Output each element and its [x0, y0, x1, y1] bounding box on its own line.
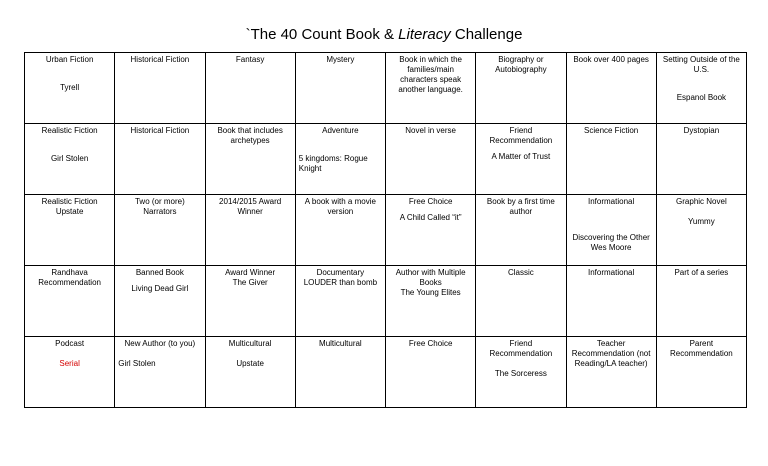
cell-historical-fiction-2 [115, 124, 205, 195]
cell-category: Realistic Fiction Upstate [41, 197, 98, 216]
cell-informational-2 [566, 266, 656, 337]
cell-category: Science Fiction [584, 126, 639, 135]
cell-category: Book in which the families/main characters speak another language. [398, 55, 463, 94]
cell-science-fiction [566, 124, 656, 195]
grid-row-5 [25, 337, 747, 408]
cell-setting-outside-us [656, 53, 746, 124]
grid-row-3 [25, 195, 747, 266]
cell-book-entry: Yummy [688, 217, 715, 226]
cell-book-entry: 5 kingdoms: Rogue Knight [298, 154, 368, 173]
cell-book-entry: A Child Called “it” [399, 213, 462, 222]
cell-book-entry: Girl Stolen [50, 154, 89, 163]
cell-podcast [25, 337, 115, 408]
cell-documentary [295, 266, 385, 337]
cell-friend-recommendation-2 [476, 337, 566, 408]
grid-row-2 [25, 124, 747, 195]
cell-category: Podcast [55, 339, 85, 348]
cell-multicultural-2 [295, 337, 385, 408]
title-prefix: `The 40 Count Book & [245, 26, 399, 43]
cell-category: Book that includes archetypes [217, 126, 283, 145]
cell-category: Realistic Fiction [41, 126, 98, 135]
cell-historical-fiction [115, 53, 205, 124]
cell-category: Fantasy [235, 55, 265, 64]
cell-category: Urban Fiction [45, 55, 94, 64]
cell-book-entry: Discovering the Other Wes Moore [572, 233, 650, 252]
title-italic-word: Literacy [398, 26, 451, 43]
cell-category: Part of a series [674, 268, 729, 277]
cell-author-multiple-books [386, 266, 476, 337]
cell-book-entry: A Matter of Trust [491, 152, 551, 161]
cell-first-time-author [476, 195, 566, 266]
cell-dystopian [656, 124, 746, 195]
cell-category: Multicultural [228, 339, 272, 348]
cell-category: Informational [588, 268, 635, 277]
cell-category: Free Choice [408, 197, 453, 206]
cell-book-entry: The Sorceress [494, 369, 547, 378]
cell-category: Classic [507, 268, 534, 277]
cell-category: Teacher Recommendation (not Reading/LA teacher) [571, 339, 651, 368]
cell-book-entry: Serial [59, 359, 80, 368]
cell-biography [476, 53, 566, 124]
grid-row-1 [25, 53, 747, 124]
cell-category: Book over 400 pages [573, 55, 649, 64]
cell-book-entry: The Young Elites [400, 288, 461, 297]
cell-banned-book [115, 266, 205, 337]
cell-category: Randhava Recommendation [38, 268, 101, 287]
cell-category: Author with Multiple Books [395, 268, 466, 287]
cell-fantasy [205, 53, 295, 124]
cell-category: Two (or more) Narrators [134, 197, 185, 216]
cell-two-narrators [115, 195, 205, 266]
cell-book-entry: Tyrell [60, 83, 80, 92]
cell-category: Historical Fiction [130, 55, 190, 64]
cell-category: Free Choice [408, 339, 453, 348]
cell-award-winner-2014 [205, 195, 295, 266]
cell-movie-version [295, 195, 385, 266]
cell-book-entry: Living Dead Girl [131, 284, 189, 293]
cell-book-entry: Girl Stolen [118, 359, 156, 368]
cell-book-entry: Espanol Book [676, 93, 727, 102]
grid-row-4 [25, 266, 747, 337]
cell-category: Informational [588, 197, 635, 206]
cell-category: Dystopian [683, 126, 720, 135]
cell-category: Adventure [322, 126, 359, 135]
cell-category: New Author (to you) [124, 339, 196, 348]
cell-award-winner [205, 266, 295, 337]
cell-category: Novel in verse [405, 126, 456, 135]
cell-mystery [295, 53, 385, 124]
cell-book-entry: Upstate [236, 359, 264, 368]
cell-category: Graphic Novel [676, 197, 727, 206]
cell-category: Book by a first time author [486, 197, 555, 216]
cell-category: Setting Outside of the U.S. [662, 55, 740, 74]
title-suffix: Challenge [450, 26, 523, 43]
cell-category: Award Winner [225, 268, 276, 277]
cell-another-language [386, 53, 476, 124]
cell-classic [476, 266, 566, 337]
cell-friend-recommendation [476, 124, 566, 195]
cell-category: Historical Fiction [130, 126, 190, 135]
cell-category: Parent Recommendation [670, 339, 733, 358]
cell-part-of-series [656, 266, 746, 337]
cell-category: A book with a movie version [304, 197, 376, 216]
cell-parent-recommendation [656, 337, 746, 408]
cell-category: 2014/2015 Award Winner [219, 197, 282, 216]
cell-adventure [295, 124, 385, 195]
cell-graphic-novel [656, 195, 746, 266]
cell-category: Documentary [316, 268, 365, 277]
cell-book-entry: The Giver [232, 278, 268, 287]
cell-urban-fiction [25, 53, 115, 124]
cell-free-choice-2 [386, 337, 476, 408]
cell-category: Multicultural [319, 339, 362, 348]
cell-category: Mystery [326, 55, 355, 64]
cell-category: Banned Book [135, 268, 184, 277]
cell-free-choice [386, 195, 476, 266]
cell-realistic-fiction [25, 124, 115, 195]
cell-randhava-recommendation [25, 266, 115, 337]
cell-teacher-recommendation [566, 337, 656, 408]
cell-new-author [115, 337, 205, 408]
cell-category: Biography or Autobiography [495, 55, 547, 74]
cell-book-entry: LOUDER than bomb [303, 278, 378, 287]
page-title [0, 26, 768, 43]
cell-multicultural [205, 337, 295, 408]
cell-novel-in-verse [386, 124, 476, 195]
cell-category: Friend Recommendation [489, 339, 553, 358]
cell-informational [566, 195, 656, 266]
cell-realistic-fiction-upstate [25, 195, 115, 266]
cell-archetypes [205, 124, 295, 195]
cell-over-400-pages [566, 53, 656, 124]
challenge-grid [24, 52, 747, 408]
cell-category: Friend Recommendation [489, 126, 553, 145]
